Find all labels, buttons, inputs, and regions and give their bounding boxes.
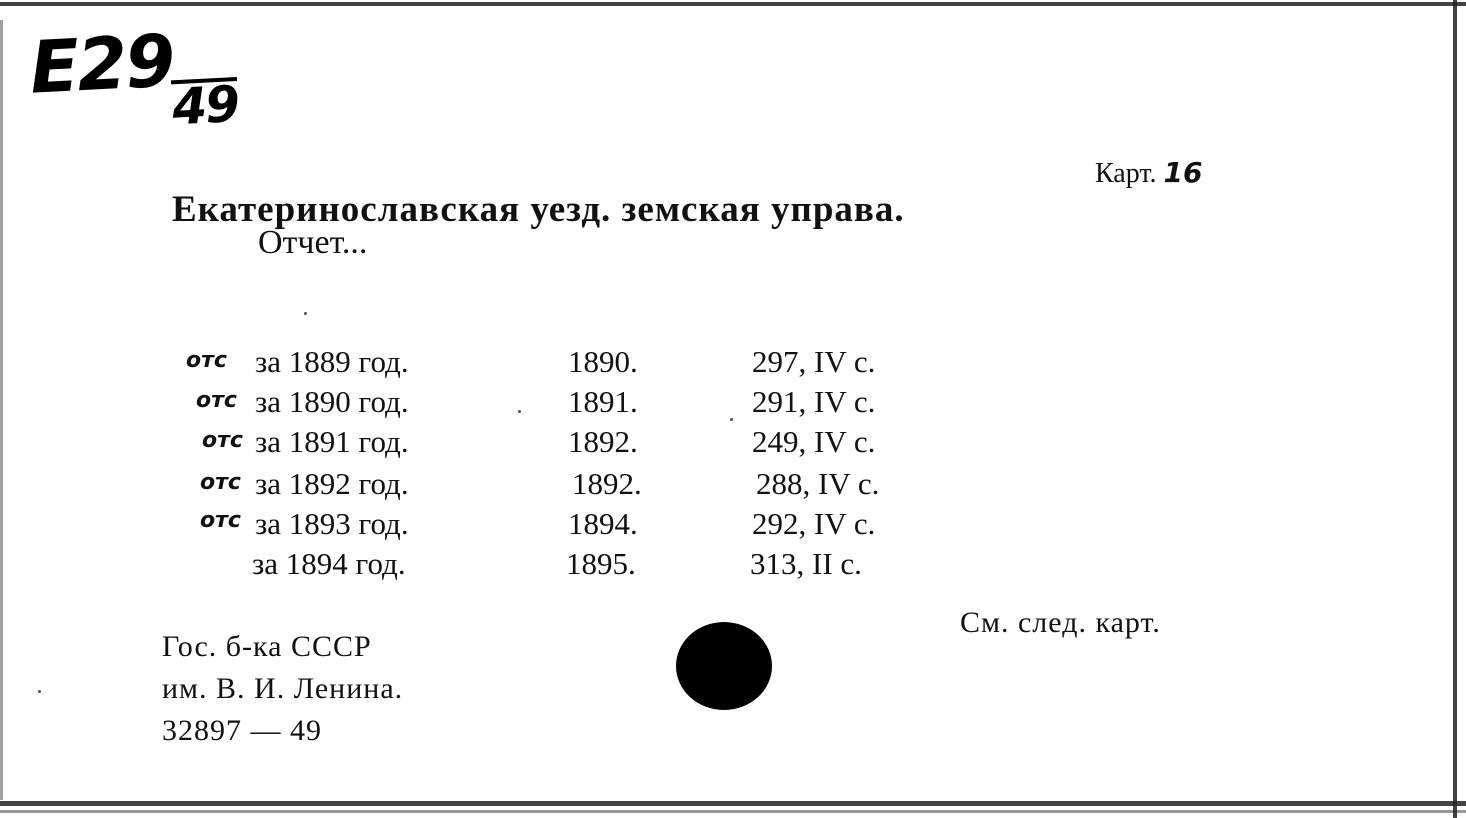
scan-edge-bottom-inner — [0, 810, 1466, 813]
entry-period: за 1889 год. — [255, 344, 409, 379]
document-title: Екатеринославская уезд. земская управа. — [172, 189, 905, 230]
entry-pages: 291, IV с. — [752, 384, 876, 419]
entry-published: 1892. — [572, 466, 642, 501]
handwritten-mark: отс — [186, 348, 227, 373]
scan-edge-bottom — [0, 801, 1466, 806]
entry-published: 1895. — [566, 546, 636, 581]
handwritten-mark: отс — [200, 508, 241, 533]
shelfmark-main: E29 — [27, 18, 176, 110]
handwritten-mark: отс — [196, 388, 237, 413]
scan-speck — [518, 410, 521, 413]
punch-hole — [676, 622, 772, 710]
entry-period: за 1891 год. — [255, 424, 409, 459]
document-subtitle: Отчет... — [258, 224, 368, 261]
entry-pages: 313, II с. — [750, 546, 862, 581]
library-line-2: им. В. И. Ленина. — [162, 672, 404, 705]
entry-period: за 1890 год. — [255, 384, 409, 419]
card-label: Карт. — [1095, 158, 1157, 189]
handwritten-mark: отс — [200, 470, 241, 495]
card-number-value: 16 — [1163, 156, 1203, 189]
shelfmark-sub: 49 — [170, 74, 240, 137]
entry-pages: 249, IV с. — [752, 424, 876, 459]
scan-edge-left — [0, 20, 3, 800]
see-next-card: См. след. карт. — [960, 606, 1161, 639]
library-line-1: Гос. б-ка СССР — [162, 630, 372, 663]
scan-edge-top — [0, 2, 1466, 6]
entry-published: 1894. — [568, 506, 638, 541]
scan-edge-right — [1453, 0, 1457, 818]
entry-published: 1890. — [568, 344, 638, 379]
entry-pages: 297, IV с. — [752, 344, 876, 379]
entry-published: 1892. — [568, 424, 638, 459]
entry-pages: 288, IV с. — [756, 466, 880, 501]
scan-speck — [38, 690, 41, 693]
entry-pages: 292, IV с. — [752, 506, 876, 541]
entry-period: за 1892 год. — [255, 466, 409, 501]
scan-speck — [730, 418, 733, 421]
card-number — [1095, 156, 1202, 190]
entry-period: за 1894 год. — [252, 546, 406, 581]
handwritten-shelfmark — [27, 18, 240, 137]
library-stamp — [162, 626, 403, 752]
handwritten-mark: отс — [202, 428, 243, 453]
library-line-3: 32897 — 49 — [162, 714, 322, 747]
entry-published: 1891. — [568, 384, 638, 419]
scan-speck — [304, 312, 307, 315]
entry-period: за 1893 год. — [255, 506, 409, 541]
